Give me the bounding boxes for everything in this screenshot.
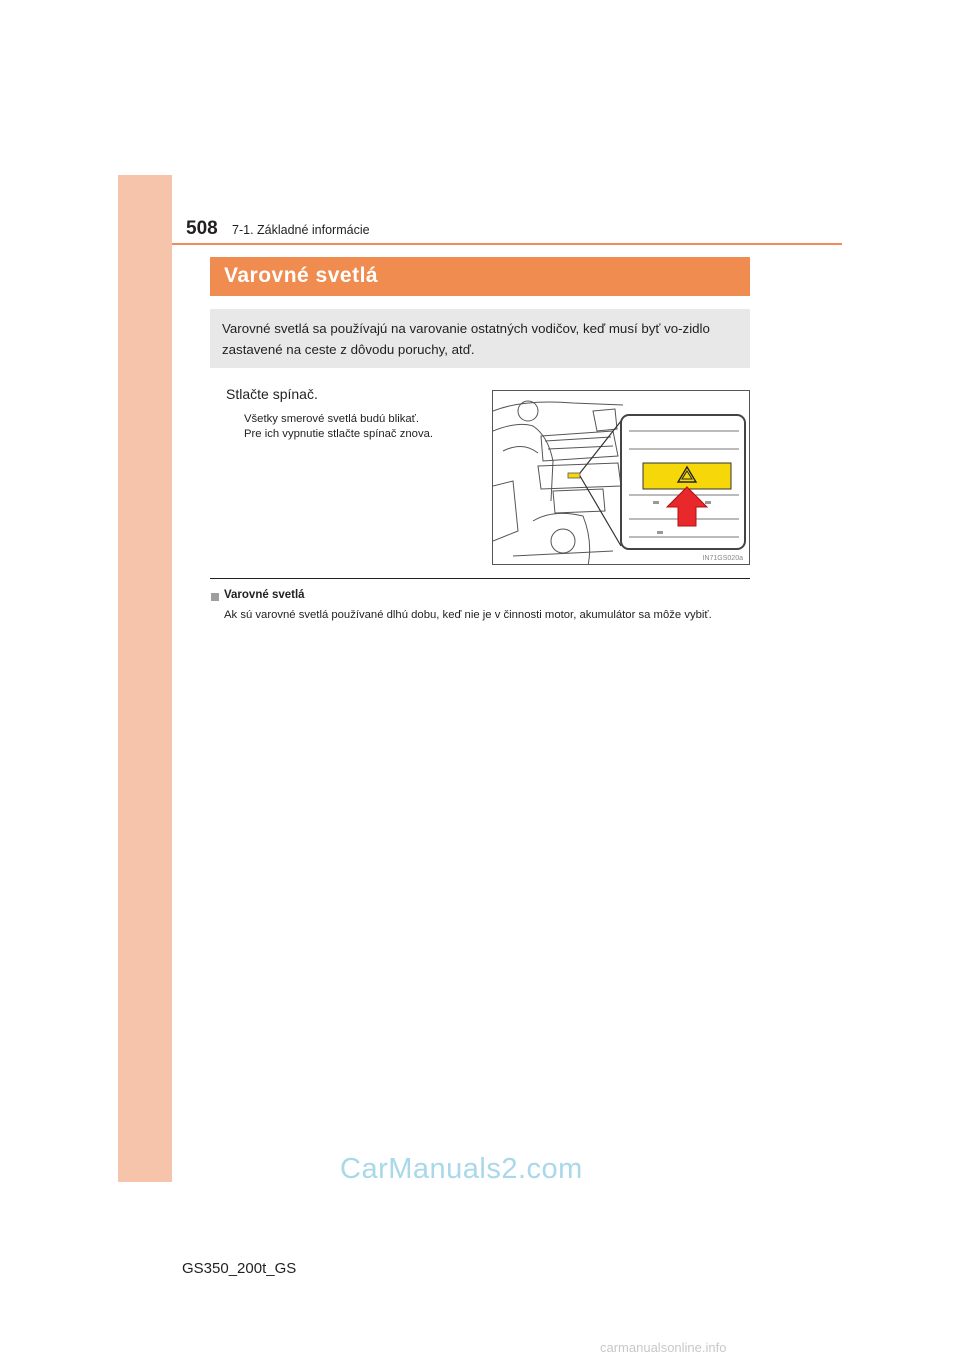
square-bullet-icon — [211, 593, 219, 601]
header-divider — [172, 243, 842, 245]
info-heading: Varovné svetlá — [224, 589, 305, 601]
info-text: Ak sú varovné svetlá používané dlhú dobu, keď nie je v činnosti motor, akumulátor sa môže vybiť. — [224, 609, 712, 621]
step-note — [244, 412, 484, 442]
step-note-line: Všetky smerové svetlá budú blikať. — [244, 413, 420, 425]
watermark-site: carmanualsonline.info — [600, 1340, 727, 1355]
intro-text: Varovné svetlá sa používajú na varovanie ostatných vodičov, keď musí byť vo-zidlo zastavené na ceste z dôvodu poruchy, atď. — [222, 321, 710, 357]
watermark-logo: CarManuals2.com — [340, 1153, 583, 1185]
footer-model-code: GS350_200t_GS — [182, 1260, 297, 1277]
section-divider — [210, 578, 750, 579]
figure-code: IN71GS020a — [702, 555, 743, 562]
page-number: 508 — [186, 218, 218, 239]
side-tab-strip — [118, 175, 172, 1182]
dashboard-drawing — [493, 391, 750, 565]
step-instruction: Stlačte spínač. — [226, 386, 318, 402]
hazard-switch-illustration — [492, 390, 750, 565]
step-note-line: Pre ich vypnutie stlačte spínač znova. — [244, 428, 434, 440]
section-title-bar — [210, 257, 750, 296]
section-label: 7-1. Základné informácie — [232, 223, 370, 237]
intro-box — [210, 309, 750, 368]
section-title: Varovné svetlá — [224, 264, 379, 287]
